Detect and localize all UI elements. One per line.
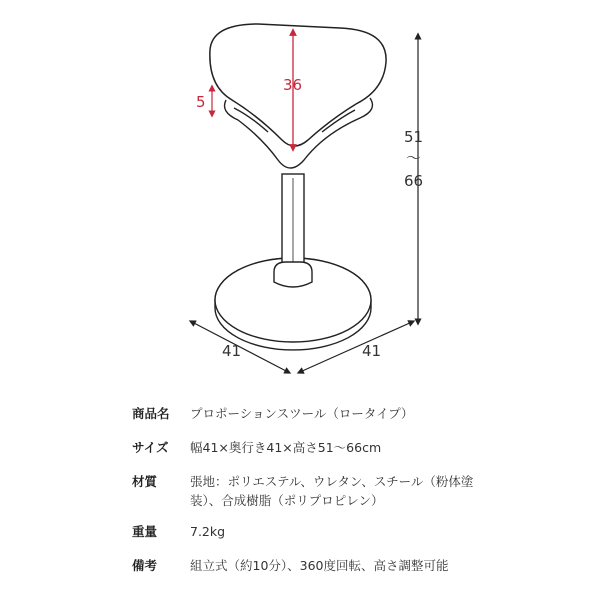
spec-value: 張地：ポリエステル、ウレタン、スチール（粉体塗装）、合成樹脂（ポリプロピレン） — [190, 474, 474, 508]
depth-label: 41 — [362, 342, 382, 360]
spec-label: 重量 — [132, 524, 158, 539]
saddle-depth-label: 5 — [196, 93, 206, 111]
stool-pole — [274, 174, 312, 287]
spec-value: 組立式（約10分）、360度回転、高さ調整可能 — [190, 558, 449, 573]
spec-value: 幅41×奥行き41×高さ51〜66cm — [190, 440, 382, 455]
height-max-label: 66 — [404, 172, 424, 190]
spec-label: 商品名 — [132, 406, 170, 421]
spec-value: 7.2kg — [190, 524, 226, 539]
spec-label: 備考 — [132, 558, 158, 573]
seat-height-label: 36 — [283, 76, 303, 94]
height-min-label: 51 — [404, 128, 424, 146]
height-separator-label: 〜 — [406, 149, 422, 167]
spec-label: 材質 — [132, 474, 158, 489]
spec-value: プロポーションスツール（ロータイプ） — [190, 406, 414, 421]
width-label: 41 — [222, 342, 242, 360]
spec-label: サイズ — [132, 440, 169, 455]
